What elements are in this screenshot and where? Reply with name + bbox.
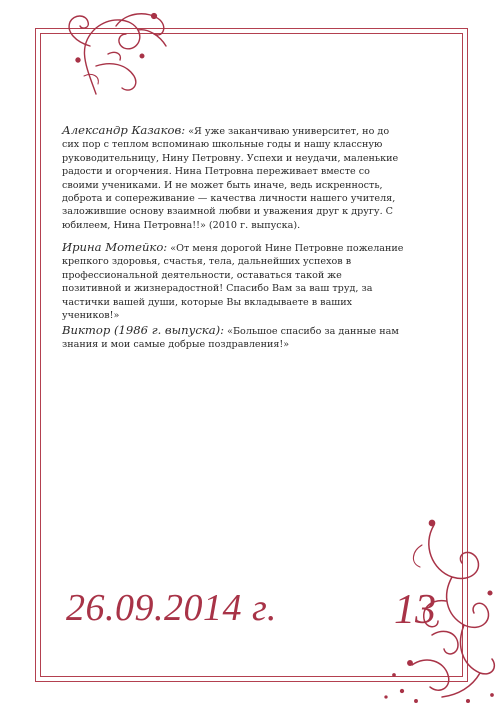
issue-date: 26.09.2014 г. — [66, 587, 277, 629]
letter-kazakov — [62, 124, 404, 232]
letter-viktor — [62, 324, 404, 352]
page-number: 13 — [394, 587, 436, 633]
letter-text: «От меня дорогой Нине Петровне пожелание крепкого здоровья, счастья, тела, дальнейших успехов в профессиональной деятельности, оставаться такой же позитивной и жизнерадостной! Спасибо Вам за ваш труд, за частички вашей души, которые Вы вкладываете в ваших учеников!» — [62, 243, 404, 322]
letter-author: Александр Казаков: — [62, 123, 186, 137]
letter-text: «Я уже заканчиваю университет, но до сих пор с теплом вспоминаю школьные годы и нашу классную руководительницу, Нину Петровну. Успехи и неудачи, маленькие радости и огорчения. Нина Петровна переживает вместе со своими учениками. И не может быть иначе, ведь искренность, доброта и сопереживание — качества личности нашего учителя, заложившие основу взаимной любви и уважения друг к другу. С юбилеем, Нина Петровна!!» (2010 г. выпуска). — [62, 126, 399, 231]
floral-ornament-bottom-right-icon — [372, 515, 500, 707]
letter-moteyko — [62, 241, 404, 322]
letter-text: «Большое спасибо за данные нам знания и мои самые добрые поздравления!» — [62, 326, 399, 351]
letter-author: Ирина Мотейко: — [62, 240, 168, 254]
letter-author: Виктор (1986 г. выпуска): — [62, 323, 225, 337]
floral-ornament-top-left-icon — [56, 6, 176, 98]
